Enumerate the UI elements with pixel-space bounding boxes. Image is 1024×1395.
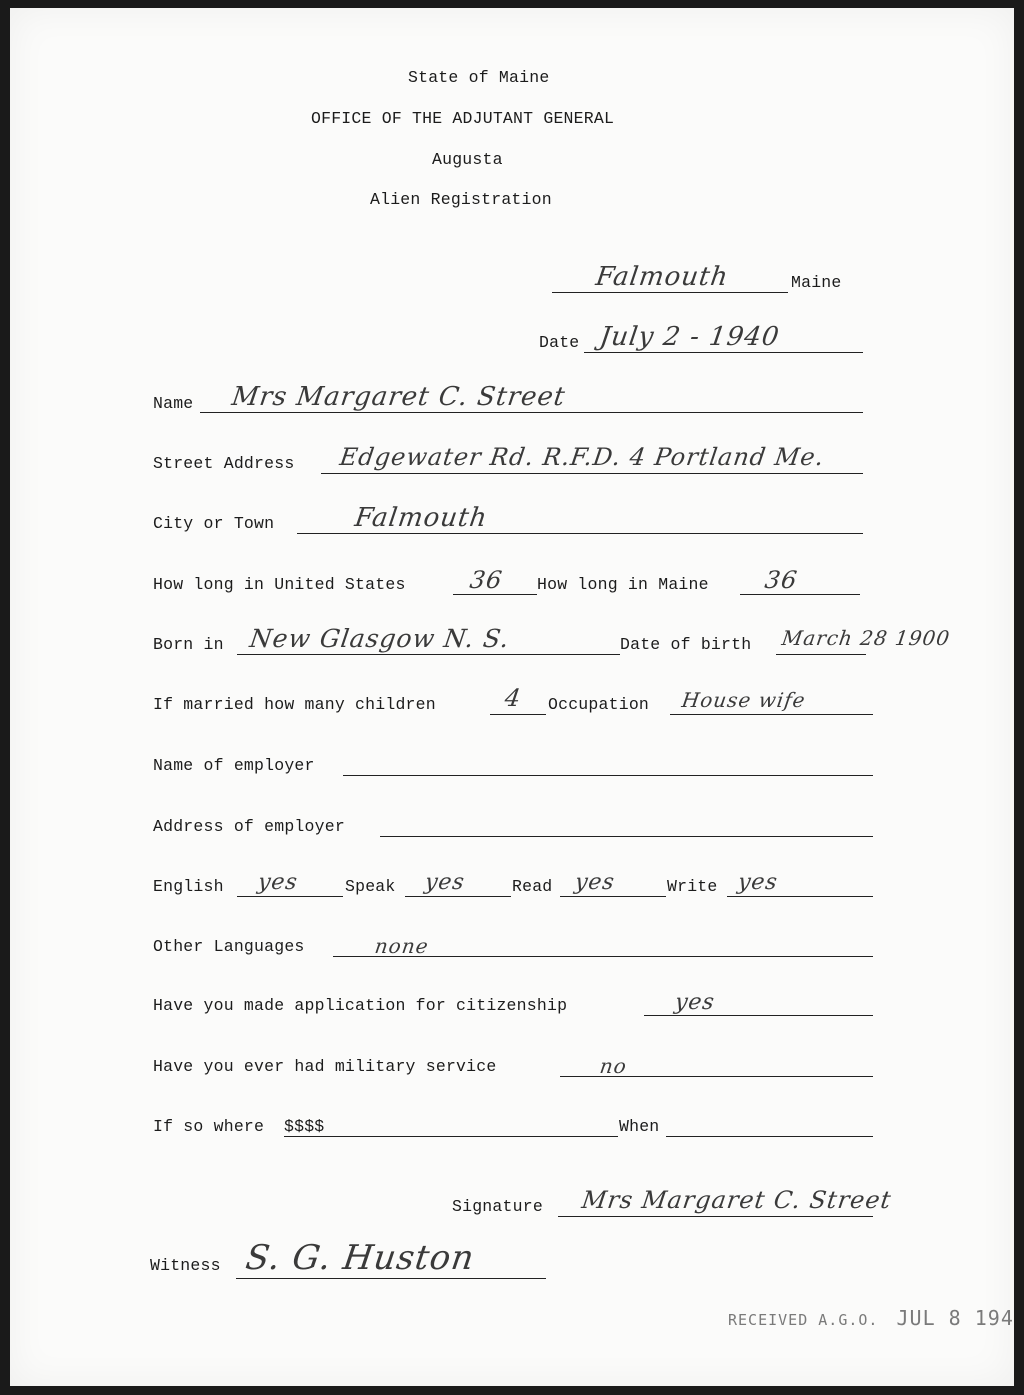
if-so-where-label: If so where — [153, 1117, 265, 1136]
city-label: City or Town — [153, 514, 275, 533]
date-of-birth-value: March 28 1900 — [780, 626, 952, 650]
speak-line — [405, 896, 511, 897]
date-line — [584, 352, 863, 353]
received-stamp — [728, 1306, 1014, 1330]
signature-value: Mrs Margaret C. Street — [580, 1186, 894, 1214]
write-line — [727, 896, 873, 897]
employer-name-label: Name of employer — [153, 756, 315, 775]
date-value: July 2 - 1940 — [597, 322, 782, 352]
occupation-line — [670, 714, 873, 715]
maine-label: Maine — [791, 273, 842, 292]
occupation-label: Occupation — [548, 695, 650, 714]
witness-value: S. G. Huston — [243, 1238, 478, 1278]
signature-label: Signature — [452, 1197, 543, 1216]
speak-value: yes — [423, 870, 467, 895]
citizenship-line — [644, 1015, 873, 1016]
witness-label: Witness — [150, 1256, 221, 1275]
if-so-where-line — [284, 1136, 618, 1137]
header-office: OFFICE OF THE ADJUTANT GENERAL — [311, 109, 615, 128]
date-label: Date — [539, 333, 580, 352]
write-value: yes — [736, 870, 780, 895]
other-languages-label: Other Languages — [153, 937, 305, 956]
how-long-maine-line — [740, 594, 860, 595]
speak-label: Speak — [345, 877, 396, 896]
street-address-line — [321, 473, 863, 474]
english-line — [237, 896, 343, 897]
children-line — [490, 714, 546, 715]
read-value: yes — [573, 870, 617, 895]
name-label: Name — [153, 394, 194, 413]
when-label: When — [619, 1117, 660, 1136]
citizenship-value: yes — [673, 990, 717, 1015]
occupation-value: House wife — [680, 688, 808, 712]
employer-address-label: Address of employer — [153, 817, 345, 836]
date-of-birth-label: Date of birth — [620, 635, 752, 654]
header-state: State of Maine — [408, 68, 550, 87]
born-in-line — [237, 654, 620, 655]
how-long-us-value: 36 — [468, 566, 505, 594]
born-in-value: New Glasgow N. S. — [247, 624, 512, 653]
born-in-label: Born in — [153, 635, 224, 654]
employer-name-line — [343, 775, 873, 776]
military-value: no — [598, 1054, 629, 1078]
when-line — [666, 1136, 873, 1137]
how-long-us-label: How long in United States — [153, 575, 406, 594]
read-line — [560, 896, 666, 897]
witness-line — [236, 1278, 546, 1279]
read-label: Read — [512, 877, 553, 896]
how-long-us-line — [453, 594, 537, 595]
header-form-title: Alien Registration — [370, 190, 552, 209]
children-label: If married how many children — [153, 695, 436, 714]
citizenship-label: Have you made application for citizenship — [153, 996, 568, 1015]
received-stamp-date: JUL 8 194 — [896, 1306, 1014, 1330]
street-address-label: Street Address — [153, 454, 295, 473]
military-label: Have you ever had military service — [153, 1057, 497, 1076]
employer-address-line — [380, 836, 873, 837]
if-so-where-strikeout: $$$$ — [284, 1117, 325, 1136]
how-long-maine-value: 36 — [763, 566, 800, 594]
header-city: Augusta — [432, 150, 503, 169]
city-line — [297, 533, 863, 534]
date-of-birth-line — [776, 654, 866, 655]
children-value: 4 — [503, 684, 524, 712]
other-languages-value: none — [373, 934, 431, 958]
town-value: Falmouth — [593, 262, 731, 292]
city-value: Falmouth — [352, 503, 490, 533]
received-stamp-text: RECEIVED A.G.O. — [728, 1311, 879, 1329]
how-long-maine-label: How long in Maine — [537, 575, 709, 594]
name-line — [200, 412, 863, 413]
street-address-value: Edgewater Rd. R.F.D. 4 Portland Me. — [338, 443, 827, 471]
english-label: English — [153, 877, 224, 896]
english-value: yes — [256, 870, 300, 895]
signature-line — [558, 1216, 873, 1217]
name-value: Mrs Margaret C. Street — [229, 382, 568, 412]
write-label: Write — [667, 877, 718, 896]
town-line — [552, 292, 788, 293]
